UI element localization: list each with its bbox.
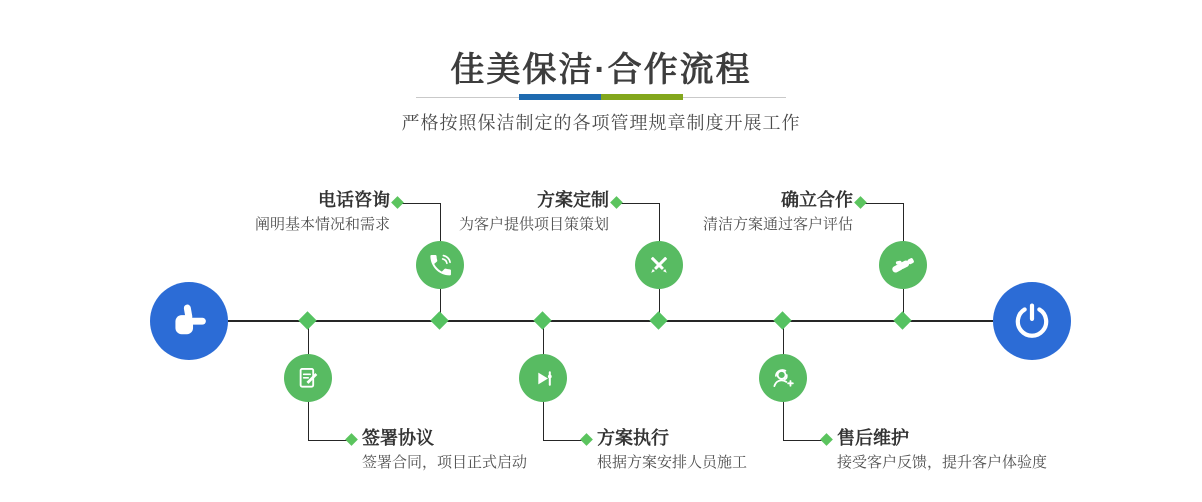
label-diamond-marker — [820, 433, 833, 446]
divider-accent-blue — [519, 94, 601, 100]
phone-icon — [427, 252, 454, 279]
page-subtitle: 严格按照保洁制定的各项管理规章制度开展工作 — [401, 113, 801, 133]
step-desc: 阐明基本情况和需求 — [254, 216, 390, 233]
step-title: 签署协议 — [362, 428, 434, 448]
page-title: 佳美保洁·合作流程 — [450, 51, 752, 89]
label-diamond-marker — [580, 433, 593, 446]
handshake-icon — [888, 250, 918, 280]
step-node-phone — [416, 241, 464, 289]
start-node — [150, 282, 228, 360]
pointing-hand-icon — [167, 299, 211, 343]
step-label-contract — [362, 429, 527, 470]
timeline-diamond-marker — [649, 311, 667, 329]
connector-line — [398, 203, 440, 204]
step-node-contract — [284, 354, 332, 402]
step-label-design — [459, 191, 609, 232]
pencil-design-icon — [645, 251, 673, 279]
step-title: 方案执行 — [597, 428, 669, 448]
step-label-phone — [255, 191, 390, 232]
timeline-diamond-marker — [533, 311, 551, 329]
label-diamond-marker — [610, 196, 623, 209]
step-title: 售后维护 — [837, 428, 909, 448]
step-desc: 接受客户反馈，提升客户体验度 — [837, 454, 1048, 471]
connector-line — [861, 203, 903, 204]
step-label-aftersales — [837, 429, 1047, 470]
step-label-execute — [597, 429, 747, 470]
timeline-diamond-marker — [893, 311, 911, 329]
execute-icon — [530, 365, 557, 392]
step-label-cooperation — [703, 191, 853, 232]
timeline-diamond-marker — [773, 311, 791, 329]
step-title: 方案定制 — [537, 190, 609, 210]
step-desc: 根据方案安排人员施工 — [597, 454, 748, 471]
label-diamond-marker — [391, 196, 404, 209]
step-title: 电话咨询 — [318, 190, 390, 210]
divider-accent-green — [601, 94, 683, 100]
connector-line — [617, 203, 659, 204]
step-desc: 清洁方案通过客户评估 — [702, 216, 853, 233]
end-node — [993, 282, 1071, 360]
step-node-design — [635, 241, 683, 289]
step-node-aftersales — [759, 354, 807, 402]
step-desc: 为客户提供项目策策划 — [458, 216, 609, 233]
timeline-diamond-marker — [430, 311, 448, 329]
aftersales-icon — [769, 364, 797, 392]
label-diamond-marker — [345, 433, 358, 446]
label-diamond-marker — [854, 196, 867, 209]
timeline-diamond-marker — [298, 311, 316, 329]
contract-icon — [295, 365, 321, 391]
power-icon — [1011, 300, 1053, 342]
step-title: 确立合作 — [781, 190, 853, 210]
timeline — [228, 320, 993, 322]
step-node-cooperation — [879, 241, 927, 289]
step-desc: 签署合同，项目正式启动 — [362, 454, 528, 471]
step-node-execute — [519, 354, 567, 402]
